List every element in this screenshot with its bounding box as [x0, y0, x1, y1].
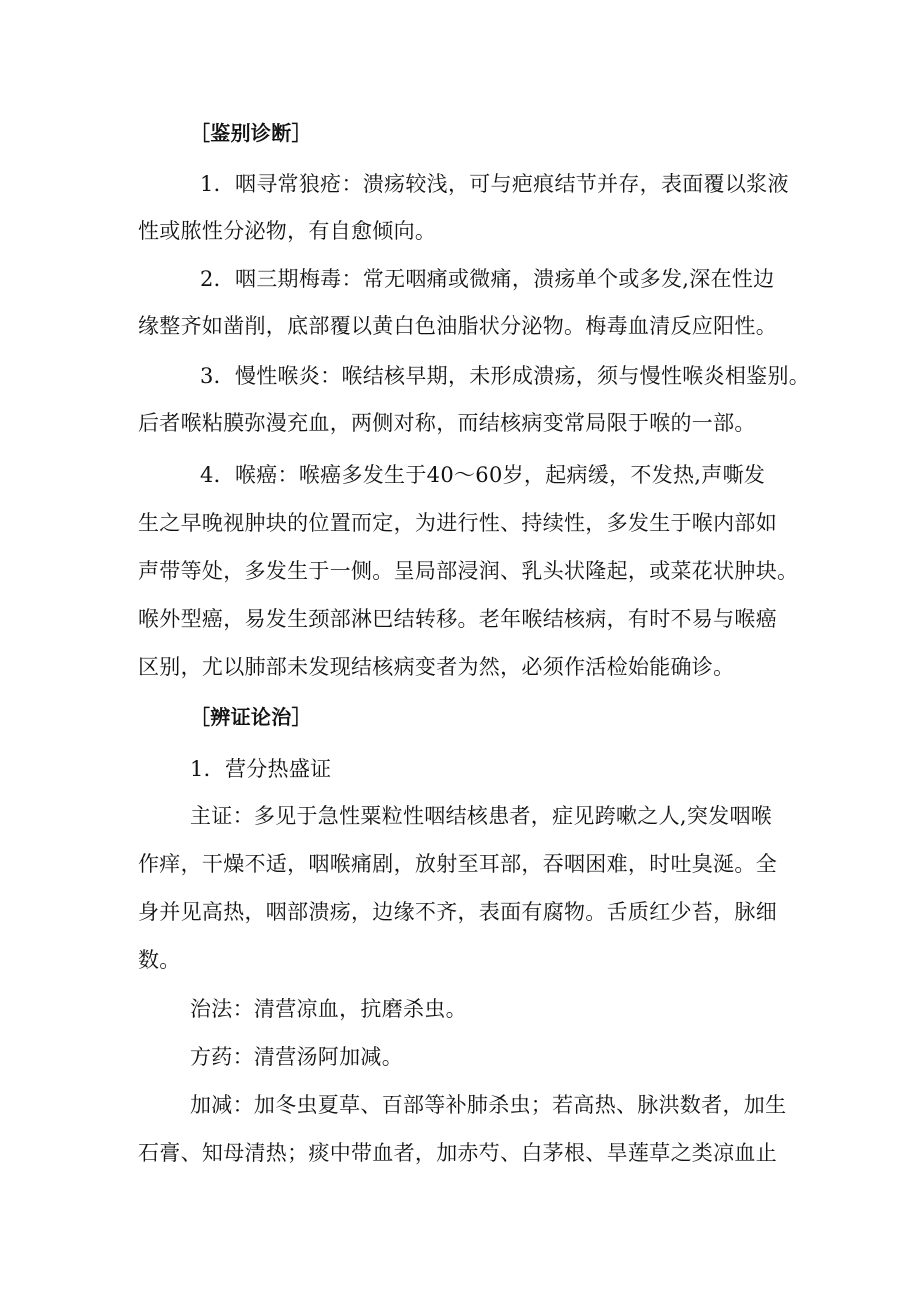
paragraph-line: 作痒，干燥不适，咽喉痛剧，放射至耳部，吞咽困难，时吐臭涎。全: [138, 852, 777, 876]
paragraph-line: 4．喉癌：喉癌多发生于40～60岁，起病缓，不发热,声嘶发: [200, 463, 766, 487]
subsection-title: 1．营分热盛证: [190, 757, 332, 781]
paragraph-line: 3．慢性喉炎：喉结核早期，未形成溃疡，须与慢性喉炎相鉴别。: [200, 364, 811, 388]
paragraph-line: 缘整齐如凿削，底部覆以黄白色油脂状分泌物。梅毒血清反应阳性。: [138, 314, 777, 338]
paragraph-line: 性或脓性分泌物，有自愈倾向。: [138, 219, 437, 243]
paragraph-line: 主证：多见于急性粟粒性咽结核患者，症见跨嗽之人,突发咽喉: [190, 804, 773, 828]
paragraph-line: 2．咽三期梅毒：常无咽痛或微痛，溃疡单个或多发,深在性边: [200, 267, 775, 291]
paragraph-line: 1．咽寻常狼疮：溃疡较浅，可与疤痕结节并存，表面覆以浆液: [200, 172, 789, 196]
paragraph-line: 声带等处，多发生于一侧。呈局部浸润、乳头状隆起，或菜花状肿块。: [138, 559, 799, 583]
paragraph-line: 喉外型癌，易发生颈部淋巴结转移。老年喉结核病，有时不易与喉癌: [138, 607, 777, 631]
paragraph-line: 区别，尤以肺部未发现结核病变者为然，必须作活检始能确诊。: [138, 655, 735, 679]
paragraph-line: 后者喉粘膜弥漫充血，两侧对称，而结核病变常局限于喉的一部。: [138, 411, 756, 435]
section-heading-syndrome-treatment: ［辨证论治］: [190, 705, 312, 729]
paragraph-line: 加减：加冬虫夏草、百部等补肺杀虫；若高热、脉洪数者，加生: [190, 1093, 787, 1117]
paragraph-line: 石膏、知母清热；痰中带血者，加赤芍、白茅根、旱莲草之类凉血止: [138, 1141, 777, 1165]
section-heading-differential-diagnosis: ［鉴别诊断］: [190, 121, 312, 145]
paragraph-line: 生之早晚视肿块的位置而定，为进行性、持续性，多发生于喉内部如: [138, 511, 777, 535]
paragraph-line: 方药：清营汤阿加减。: [190, 1045, 403, 1069]
paragraph-line: 治法：清营凉血，抗磨杀虫。: [190, 997, 467, 1021]
paragraph-line: 数。: [138, 948, 181, 972]
paragraph-line: 身并见高热，咽部溃疡，边缘不齐，表面有腐物。舌质红少苔，脉细: [138, 900, 777, 924]
